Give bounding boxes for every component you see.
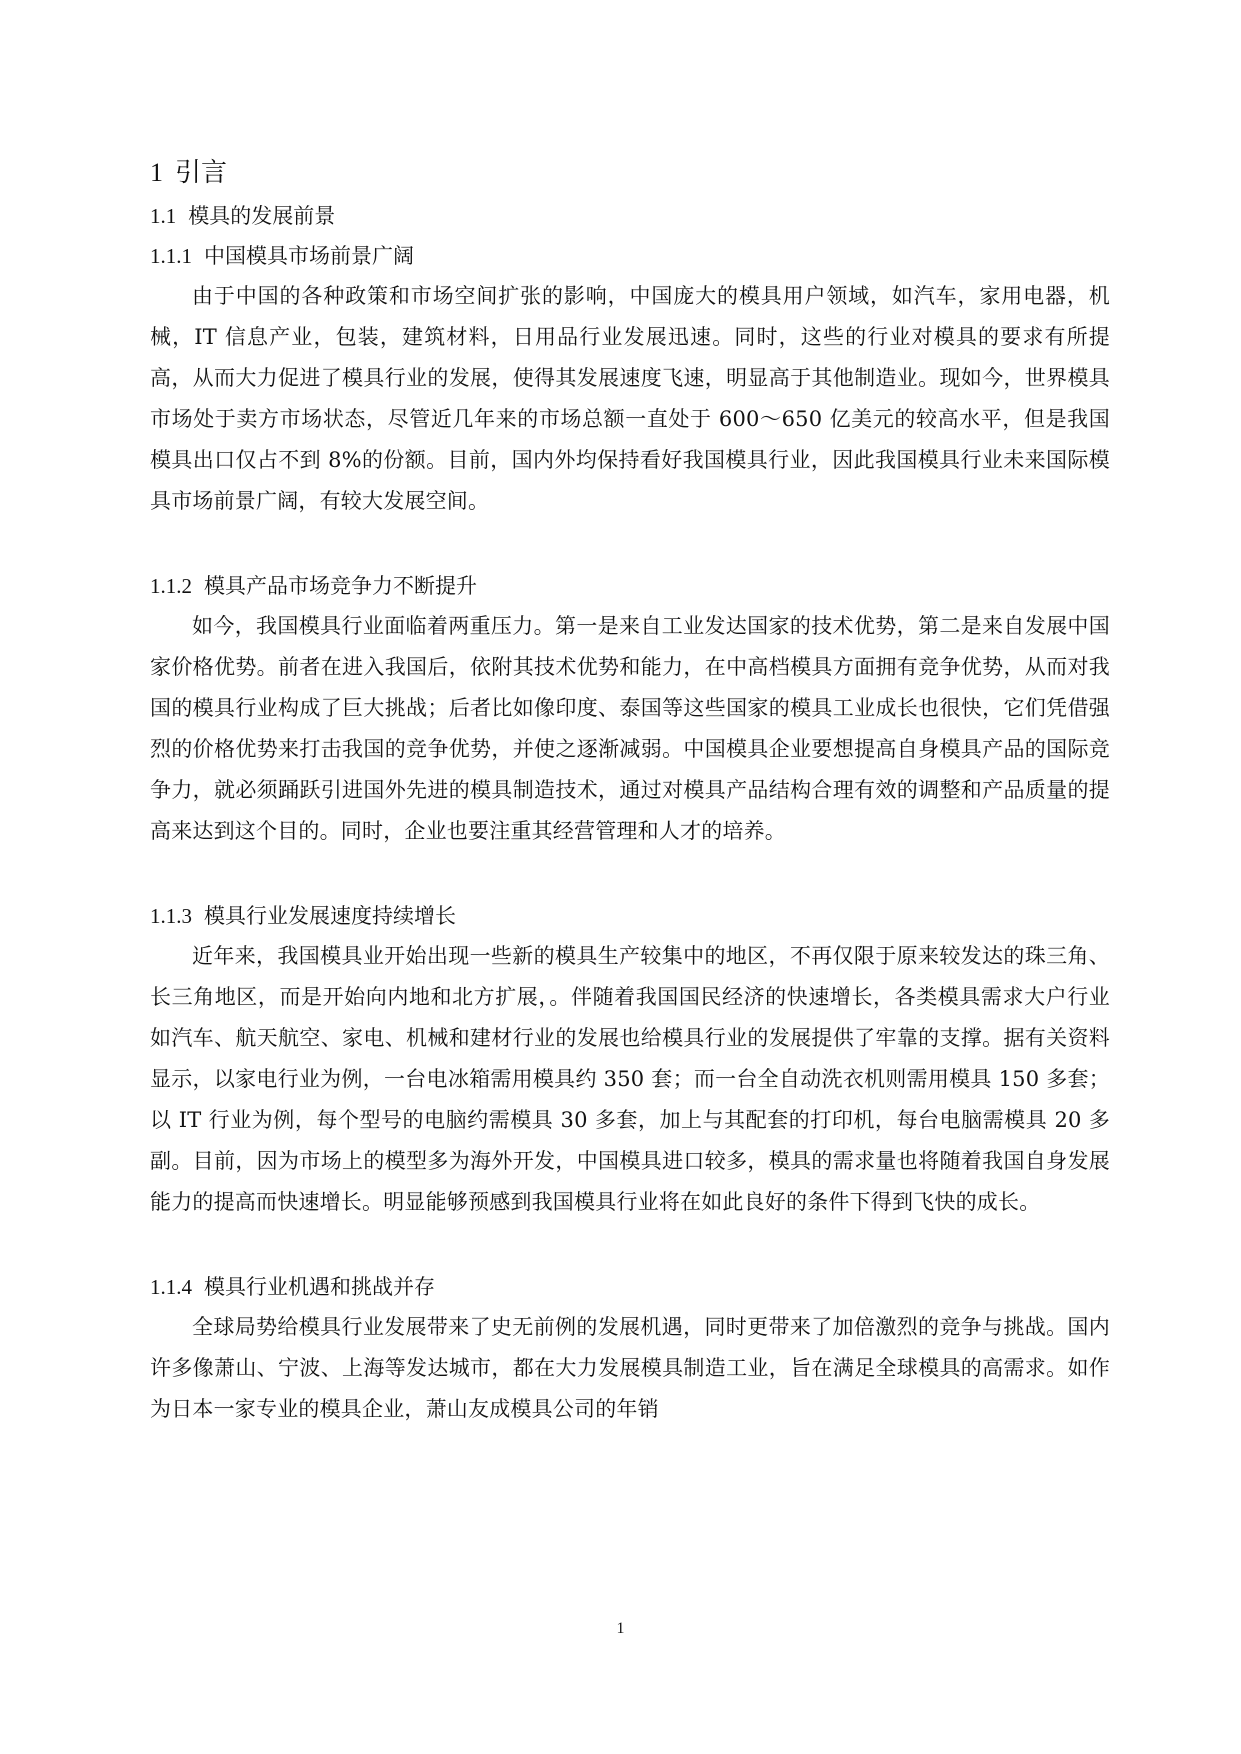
body-paragraph: 如今，我国模具行业面临着两重压力。第一是来自工业发达国家的技术优势，第二是来自发展中国家价格优势。前者在进入我国后，依附其技术优势和能力，在中高档模具方面拥有竞争优势，从而对我国的模具行业构成了巨大挑战；后者比如像印度、泰国等这些国家的模具工业成长也很快，它们凭借强烈的价格优势来打击我国的竞争优势，并使之逐渐减弱。中国模具企业要想提高自身模具产品的国际竞争力，就必须踊跃引进国外先进的模具制造技术，通过对模具产品结构合理有效的调整和产品质量的提高来达到这个目的。同时，企业也要注重其经营管理和人才的培养。 xyxy=(150,614,1110,843)
subsection-title: 模具行业机遇和挑战并存 xyxy=(204,1275,435,1299)
document-page xyxy=(150,150,1110,1430)
subsection-title: 中国模具市场前景广阔 xyxy=(204,244,414,268)
paragraph-gap xyxy=(150,1223,1110,1267)
body-paragraph: 近年来，我国模具业开始出现一些新的模具生产较集中的地区，不再仅限于原来较发达的珠三角、长三角地区，而是开始向内地和北方扩展，。伴随着我国国民经济的快速增长，各类模具需求大户行业如汽车、航天航空、家电、机械和建材行业的发展也给模具行业的发展提供了牢靠的支撑。据有关资料显示，以家电行业为例，一台电冰箱需用模具约 350 套；而一台全自动洗衣机则需用模具 150 多套；以 IT 行业为例，每个型号的电脑约需模具 30 多套，加上与其配套的打印机，每台电脑需模具 20 多副。目前，因为市场上的模型多为海外开发，中国模具进口较多，模具的需求量也将随着我国自身发展能力的提高而快速增长。明显能够预感到我国模具行业将在如此良好的条件下得到飞快的成长。 xyxy=(150,944,1110,1214)
subsection-number: 1.1.1 xyxy=(150,244,192,268)
section-title: 模具的发展前景 xyxy=(188,204,336,228)
subsection-number: 1.1.4 xyxy=(150,1275,192,1299)
subsection-heading xyxy=(150,566,1110,606)
chapter-heading xyxy=(150,150,1110,196)
subsection-heading xyxy=(150,236,1110,276)
subsection-heading xyxy=(150,1267,1110,1307)
subsection-number: 1.1.2 xyxy=(150,574,192,598)
page-number: 1 xyxy=(616,1620,625,1637)
paragraph-gap xyxy=(150,522,1110,566)
body-paragraph: 全球局势给模具行业发展带来了史无前例的发展机遇，同时更带来了加倍激烈的竞争与挑战。国内许多像萧山、宁波、上海等发达城市，都在大力发展模具制造工业，旨在满足全球模具的高需求。如作为日本一家专业的模具企业，萧山友成模具公司的年销 xyxy=(150,1315,1110,1421)
paragraph-gap xyxy=(150,852,1110,896)
body-paragraph: 由于中国的各种政策和市场空间扩张的影响，中国庞大的模具用户领域，如汽车，家用电器，机械，IT 信息产业，包装，建筑材料，日用品行业发展迅速。同时，这些的行业对模具的要求有所提高，从而大力促进了模具行业的发展，使得其发展速度飞速，明显高于其他制造业。现如今，世界模具市场处于卖方市场状态，尽管近几年来的市场总额一直处于 600～650 亿美元的较高水平，但是我国模具出口仅占不到 8%的份额。目前，国内外均保持看好我国模具行业，因此我国模具行业未来国际模具市场前景广阔，有较大发展空间。 xyxy=(150,284,1110,513)
section-number: 1.1 xyxy=(150,204,177,228)
subsection-heading xyxy=(150,896,1110,936)
subsection-number: 1.1.3 xyxy=(150,904,192,928)
section-heading xyxy=(150,196,1110,236)
chapter-title: 引言 xyxy=(175,158,228,188)
chapter-number: 1 xyxy=(150,158,163,187)
subsection-title: 模具行业发展速度持续增长 xyxy=(204,904,456,928)
subsection-title: 模具产品市场竞争力不断提升 xyxy=(204,574,477,598)
